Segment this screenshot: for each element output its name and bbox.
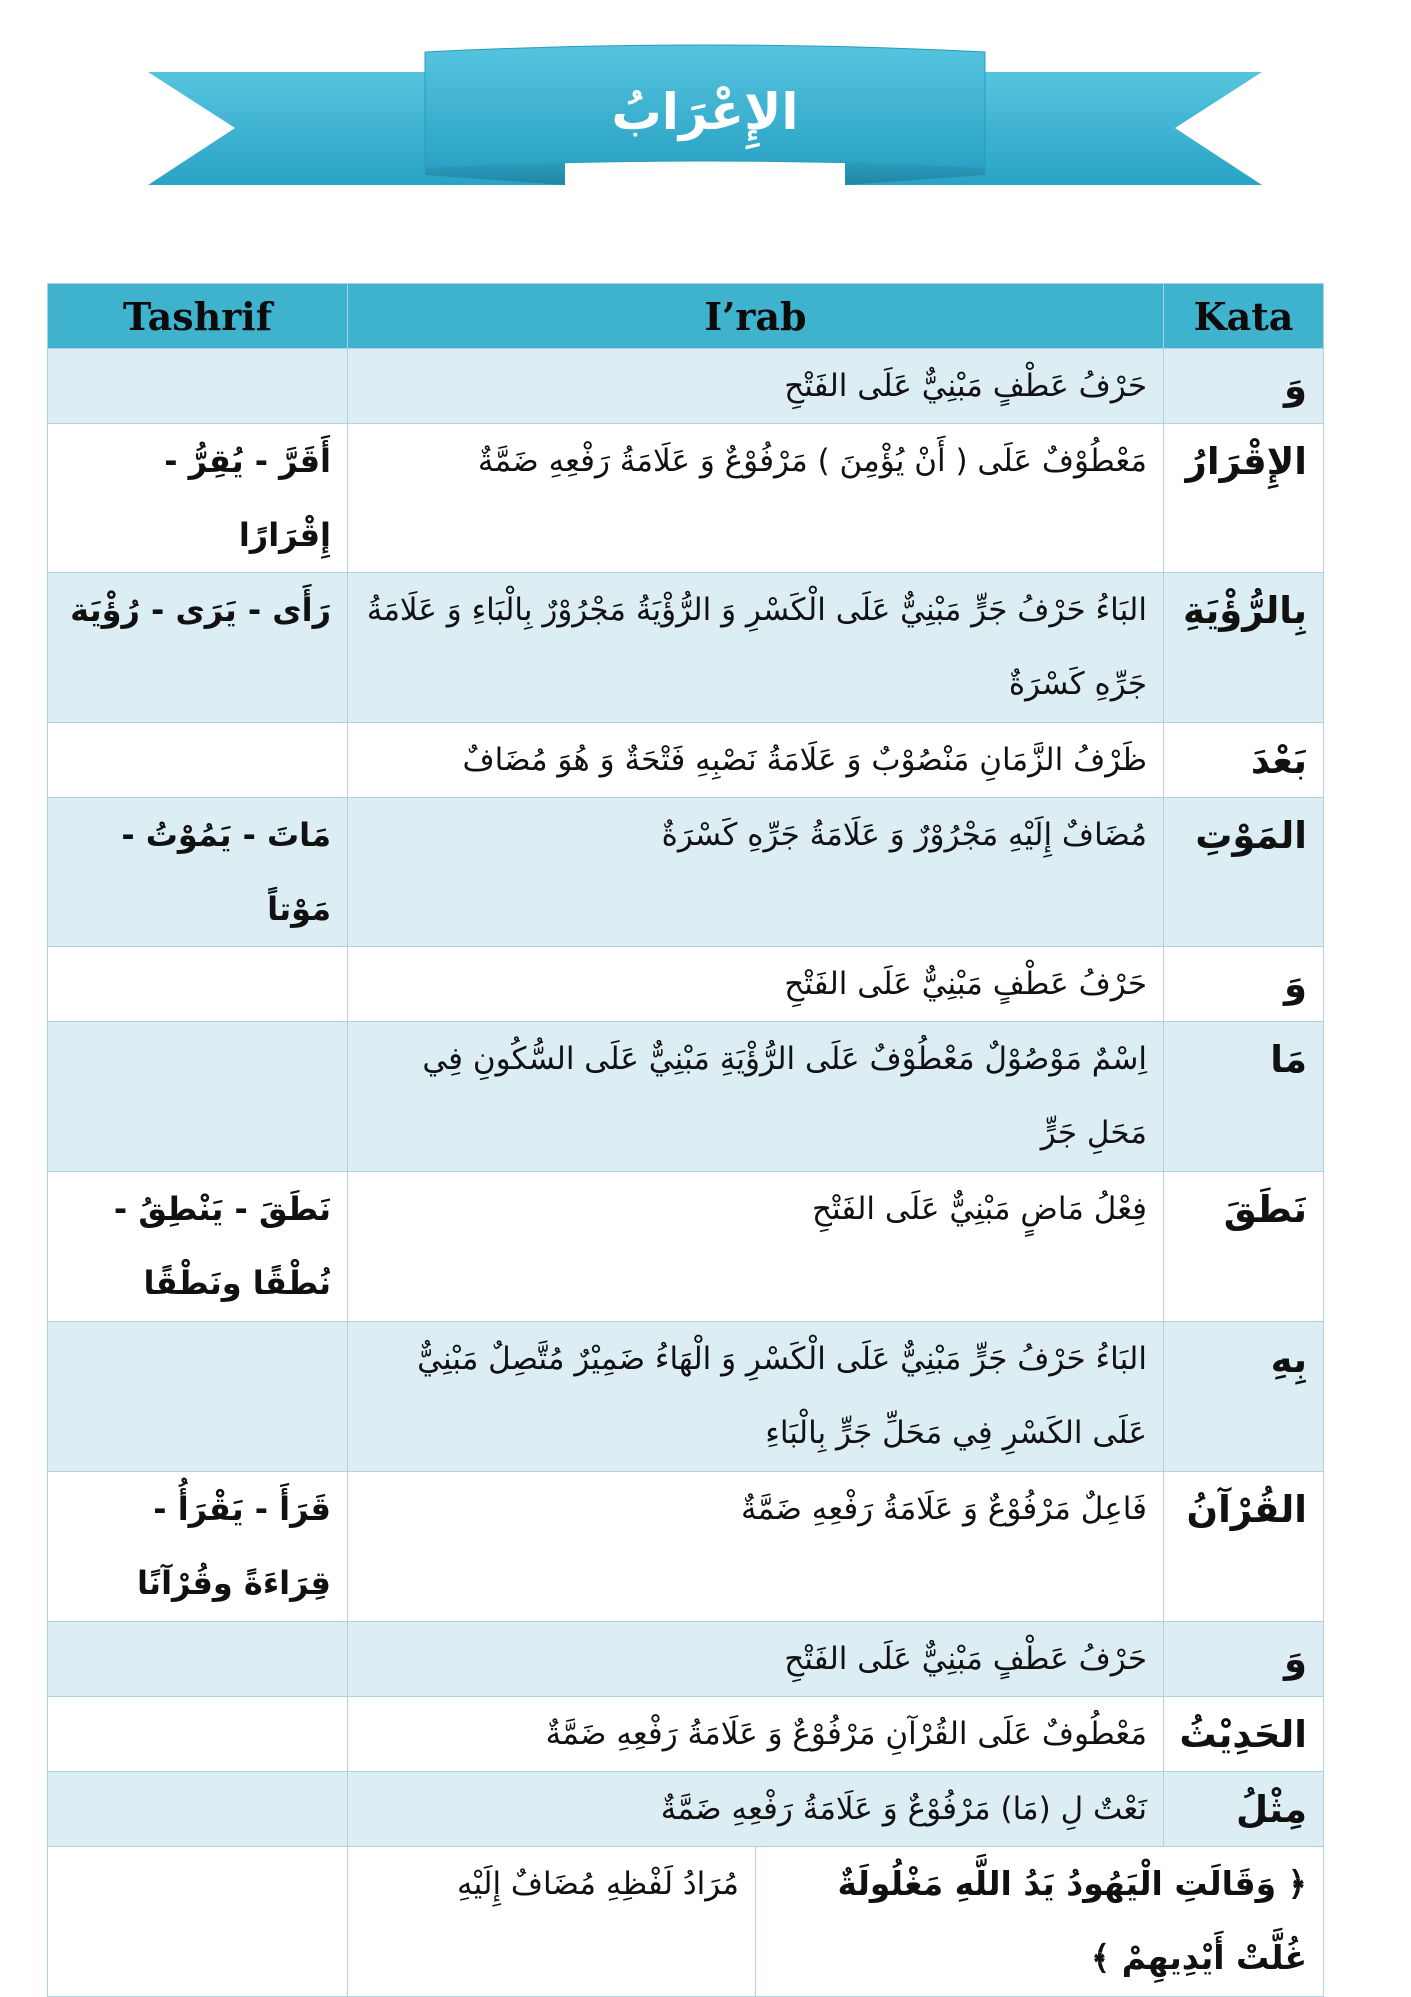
table-row [48, 424, 1324, 573]
kata-cell: وَ [1164, 947, 1324, 1022]
tashrif-cell: نَطَقَ - يَنْطِقُ - نُطْقًا ونَطْقًا [48, 1172, 348, 1322]
irab-table [47, 283, 1324, 1997]
kata-cell: الحَدِيْثُ [1164, 1697, 1324, 1772]
irab-cell: مَعْطُوْفٌ عَلَى ( أَنْ يُؤْمِنَ ) مَرْفُوْعٌ وَ عَلَامَةُ رَفْعِهِ ضَمَّةٌ [348, 424, 1164, 573]
header-kata: Kata [1164, 284, 1324, 349]
table-row [48, 1472, 1324, 1622]
kata-cell: بِالرُّؤْيَةِ [1164, 573, 1324, 723]
irab-cell: فَاعِلٌ مَرْفُوْعٌ وَ عَلَامَةُ رَفْعِهِ ضَمَّةٌ [348, 1472, 1164, 1622]
table-row [48, 947, 1324, 1022]
irab-cell: حَرْفُ عَطْفٍ مَبْنِيٌّ عَلَى الفَتْحِ [348, 947, 1164, 1022]
kata-cell: الإِقْرَارُ [1164, 424, 1324, 573]
table-row [48, 1772, 1324, 1847]
table-row [48, 1622, 1324, 1697]
tashrif-cell [48, 723, 348, 798]
kata-cell: نَطَقَ [1164, 1172, 1324, 1322]
tashrif-cell [48, 947, 348, 1022]
tashrif-cell [48, 1772, 348, 1847]
tashrif-cell: قَرَأَ - يَقْرَأُ - قِرَاءَةً وقُرْآنًا [48, 1472, 348, 1622]
irab-cell: البَاءُ حَرْفُ جَرٍّ مَبْنِيٌّ عَلَى الْكَسْرِ وَ الرُّؤْيَةُ مَجْرُوْرٌ بِالْبَاءِ وَ عَلَامَةُ جَرِّهِ كَسْرَةٌ [348, 573, 1164, 723]
kata-cell: المَوْتِ [1164, 798, 1324, 947]
tashrif-cell: مَاتَ - يَمُوْتُ - مَوْتاً [48, 798, 348, 947]
table-row [48, 1022, 1324, 1172]
table-row [48, 1697, 1324, 1772]
irab-cell: فِعْلُ مَاضٍ مَبْنِيٌّ عَلَى الفَتْحِ [348, 1172, 1164, 1322]
irab-cell: حَرْفُ عَطْفٍ مَبْنِيٌّ عَلَى الفَتْحِ [348, 349, 1164, 424]
kata-cell: وَ [1164, 1622, 1324, 1697]
irab-cell: مُضَافٌ إِلَيْهِ مَجْرُوْرٌ وَ عَلَامَةُ جَرِّهِ كَسْرَةٌ [348, 798, 1164, 947]
irab-cell: نَعْتٌ لِ (مَا) مَرْفُوْعٌ وَ عَلَامَةُ رَفْعِهِ ضَمَّةٌ [348, 1772, 1164, 1847]
tashrif-cell: أَقَرَّ - يُقِرُّ - إِقْرَارًا [48, 424, 348, 573]
irab-cell: مُرَادُ لَفْظِهِ مُضَافٌ إِلَيْهِ [348, 1847, 756, 1997]
tashrif-cell [48, 349, 348, 424]
kata-cell: مِثْلُ [1164, 1772, 1324, 1847]
tashrif-cell: رَأَى - يَرَى - رُؤْيَة [48, 573, 348, 723]
table-row [48, 1847, 1324, 1997]
table-row [48, 573, 1324, 723]
irab-cell: اِسْمٌ مَوْصُوْلٌ مَعْطُوْفٌ عَلَى الرُّؤْيَةِ مَبْنِيٌّ عَلَى السُّكُونِ فِي مَحَلِ جَرٍّ [348, 1022, 1164, 1172]
kata-cell: مَا [1164, 1022, 1324, 1172]
tashrif-cell [48, 1622, 348, 1697]
table-row [48, 723, 1324, 798]
irab-cell: ظَرْفُ الزَّمَانِ مَنْصُوْبٌ وَ عَلَامَةُ نَصْبِهِ فَتْحَةٌ وَ هُوَ مُضَافٌ [348, 723, 1164, 798]
tashrif-cell [48, 1322, 348, 1472]
irab-cell: حَرْفُ عَطْفٍ مَبْنِيٌّ عَلَى الفَتْحِ [348, 1622, 1164, 1697]
kata-cell: بَعْدَ [1164, 723, 1324, 798]
kata-cell: القُرْآنُ [1164, 1472, 1324, 1622]
page-title: الإِعْرَابُ [611, 83, 799, 141]
table-row [48, 349, 1324, 424]
header-irab: I’rab [348, 284, 1164, 349]
tashrif-cell [48, 1697, 348, 1772]
table-row [48, 1172, 1324, 1322]
irab-cell: مَعْطُوفٌ عَلَى القُرْآنِ مَرْفُوْعٌ وَ عَلَامَةُ رَفْعِهِ ضَمَّةٌ [348, 1697, 1164, 1772]
table-header-row [48, 284, 1324, 349]
header-tashrif: Tashrif [48, 284, 348, 349]
verse-cell: ﴿ وَقَالَتِ الْيَهُودُ يَدُ اللَّهِ مَغْلُولَةٌ غُلَّتْ أَيْدِيهِمْ ﴾ [756, 1847, 1324, 1997]
irab-cell: البَاءُ حَرْفُ جَرٍّ مَبْنِيٌّ عَلَى الْكَسْرِ وَ الْهَاءُ ضَمِيْرٌ مُتَّصِلٌ مَبْنِيٌّ عَلَى الكَسْرِ فِي مَحَلِّ جَرٍّ بِالْبَاءِ [348, 1322, 1164, 1472]
tashrif-cell [48, 1022, 348, 1172]
kata-cell: بِهِ [1164, 1322, 1324, 1472]
table-row [48, 1322, 1324, 1472]
table-row [48, 798, 1324, 947]
tashrif-cell [48, 1847, 348, 1997]
kata-cell: وَ [1164, 349, 1324, 424]
